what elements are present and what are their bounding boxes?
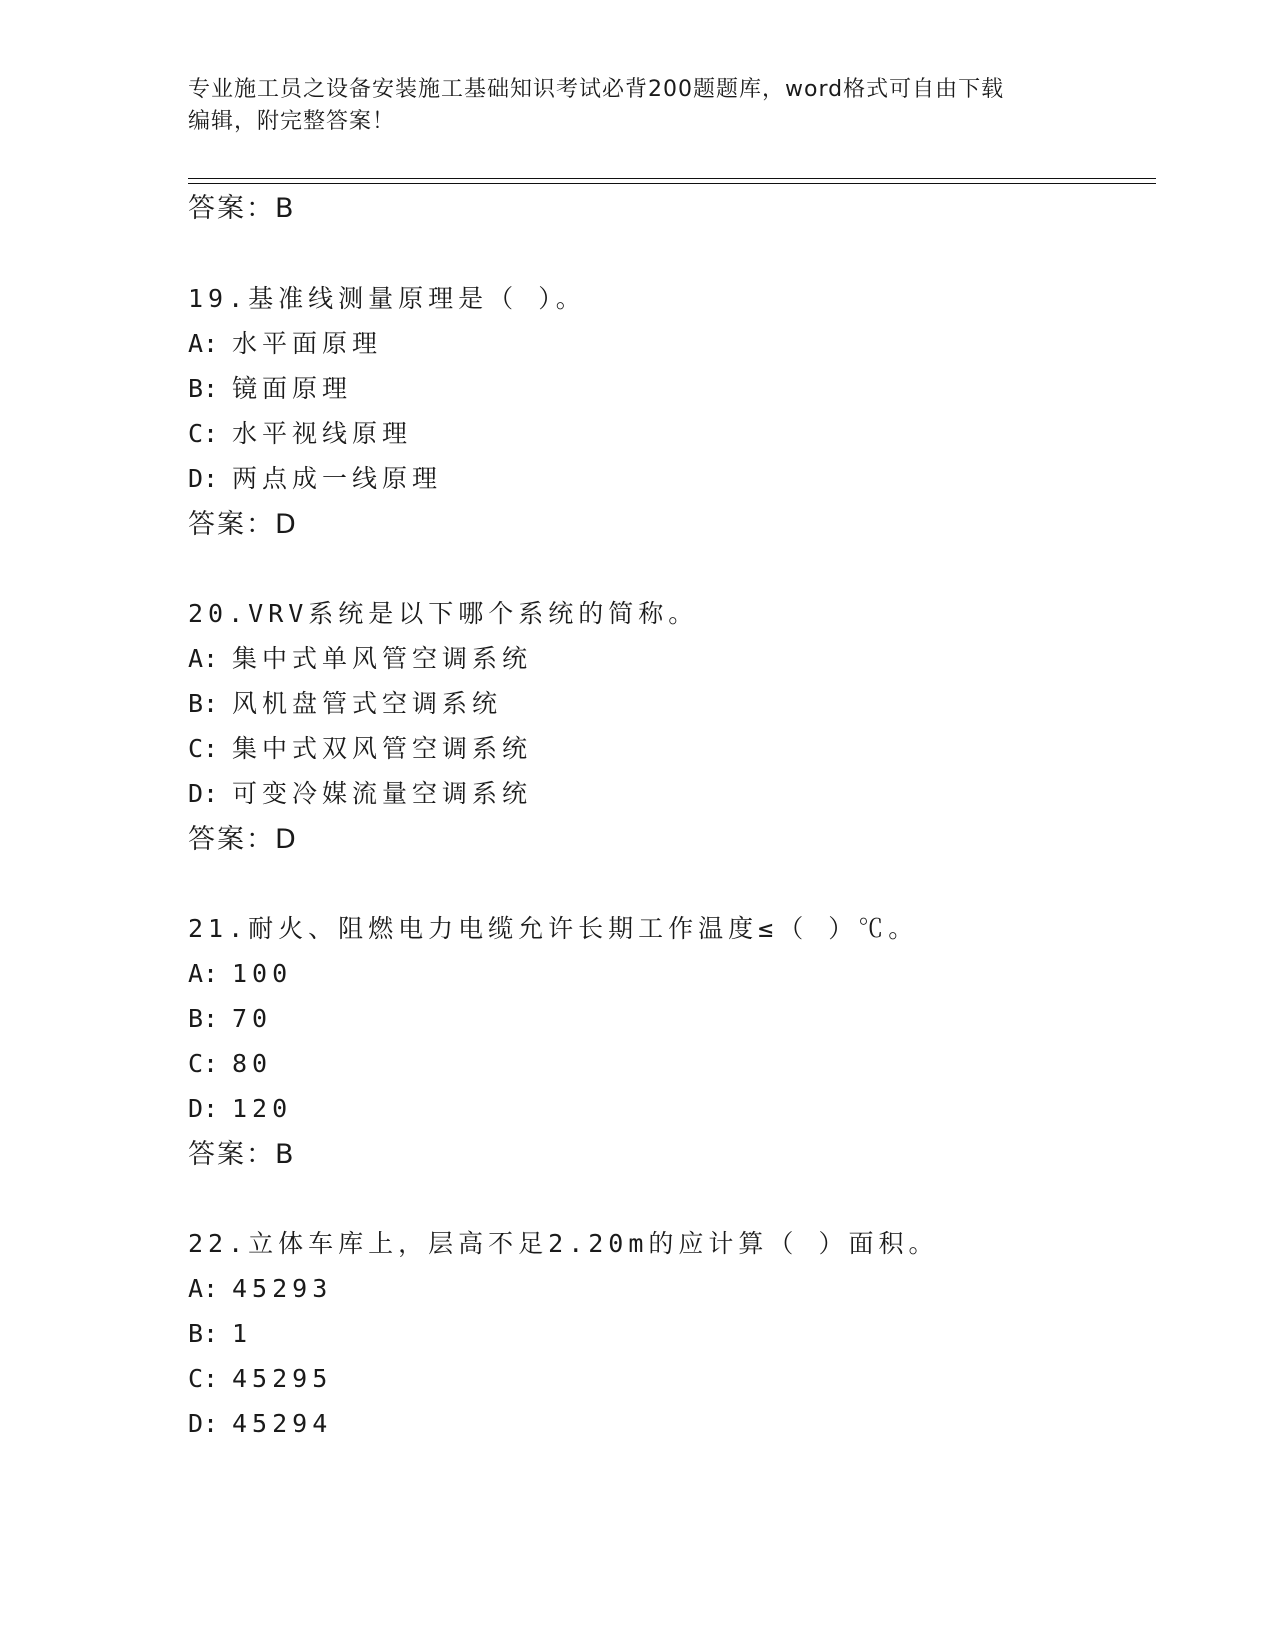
question-22-option-c bbox=[188, 1364, 332, 1394]
option-text: 集中式单风管空调系统 bbox=[232, 644, 533, 673]
option-text: 45295 bbox=[232, 1364, 333, 1393]
question-20-option-c bbox=[188, 734, 532, 764]
option-text: 可变冷媒流量空调系统 bbox=[232, 779, 533, 808]
option-label: C: bbox=[188, 1049, 219, 1078]
option-text: 80 bbox=[232, 1049, 273, 1078]
option-label: B: bbox=[188, 1319, 219, 1348]
question-20-option-b bbox=[188, 689, 502, 719]
question-19-option-b bbox=[188, 374, 352, 404]
option-label: A: bbox=[188, 644, 219, 673]
question-21-answer: 答案：B bbox=[188, 1139, 296, 1170]
question-22-option-b bbox=[188, 1319, 252, 1349]
question-21-option-d bbox=[188, 1094, 292, 1124]
question-19-stem: 19.基准线测量原理是（ ）。 bbox=[188, 284, 586, 313]
question-21-option-b bbox=[188, 1004, 272, 1034]
option-label: B: bbox=[188, 374, 219, 403]
document-header bbox=[188, 74, 1088, 138]
question-20-answer: 答案：D bbox=[188, 824, 298, 855]
option-text: 水平视线原理 bbox=[232, 419, 413, 448]
question-19-option-c bbox=[188, 419, 412, 449]
question-19-option-a bbox=[188, 329, 382, 359]
option-text: 45294 bbox=[232, 1409, 333, 1438]
question-19-option-d bbox=[188, 464, 442, 494]
header-divider-top bbox=[188, 178, 1156, 179]
question-21-stem: 21.耐火、阻燃电力电缆允许长期工作温度≤（ ）℃。 bbox=[188, 914, 919, 943]
question-20-option-d bbox=[188, 779, 532, 809]
option-text: 45293 bbox=[232, 1274, 333, 1303]
option-label: C: bbox=[188, 734, 219, 763]
option-text: 集中式双风管空调系统 bbox=[232, 734, 533, 763]
option-text: 两点成一线原理 bbox=[232, 464, 443, 493]
option-label: B: bbox=[188, 689, 219, 718]
question-22-option-d bbox=[188, 1409, 332, 1439]
header-title-line-1: 专业施工员之设备安装施工基础知识考试必背200题题库，word格式可自由下载 bbox=[188, 77, 1005, 102]
option-label: D: bbox=[188, 464, 219, 493]
option-text: 风机盘管式空调系统 bbox=[232, 689, 503, 718]
option-text: 120 bbox=[232, 1094, 293, 1123]
option-label: D: bbox=[188, 779, 219, 808]
option-label: C: bbox=[188, 419, 219, 448]
question-21-option-c bbox=[188, 1049, 272, 1079]
option-text: 水平面原理 bbox=[232, 329, 383, 358]
option-label: D: bbox=[188, 1409, 219, 1438]
question-19-answer: 答案：D bbox=[188, 509, 298, 540]
option-text: 镜面原理 bbox=[232, 374, 353, 403]
option-label: D: bbox=[188, 1094, 219, 1123]
question-22-option-a bbox=[188, 1274, 332, 1304]
option-label: B: bbox=[188, 1004, 219, 1033]
question-20-option-a bbox=[188, 644, 532, 674]
option-text: 100 bbox=[232, 959, 293, 988]
option-label: C: bbox=[188, 1364, 219, 1393]
header-divider-bottom bbox=[188, 183, 1156, 184]
answer-previous: 答案：B bbox=[188, 193, 296, 224]
option-label: A: bbox=[188, 329, 219, 358]
question-20-stem: 20.VRV系统是以下哪个系统的简称。 bbox=[188, 599, 699, 628]
question-22-stem: 22.立体车库上，层高不足2.20m的应计算（ ）面积。 bbox=[188, 1229, 939, 1258]
option-text: 70 bbox=[232, 1004, 273, 1033]
option-label: A: bbox=[188, 959, 219, 988]
question-21-option-a bbox=[188, 959, 292, 989]
option-text: 1 bbox=[232, 1319, 253, 1348]
option-label: A: bbox=[188, 1274, 219, 1303]
header-title-line-2: 编辑，附完整答案！ bbox=[188, 109, 396, 134]
